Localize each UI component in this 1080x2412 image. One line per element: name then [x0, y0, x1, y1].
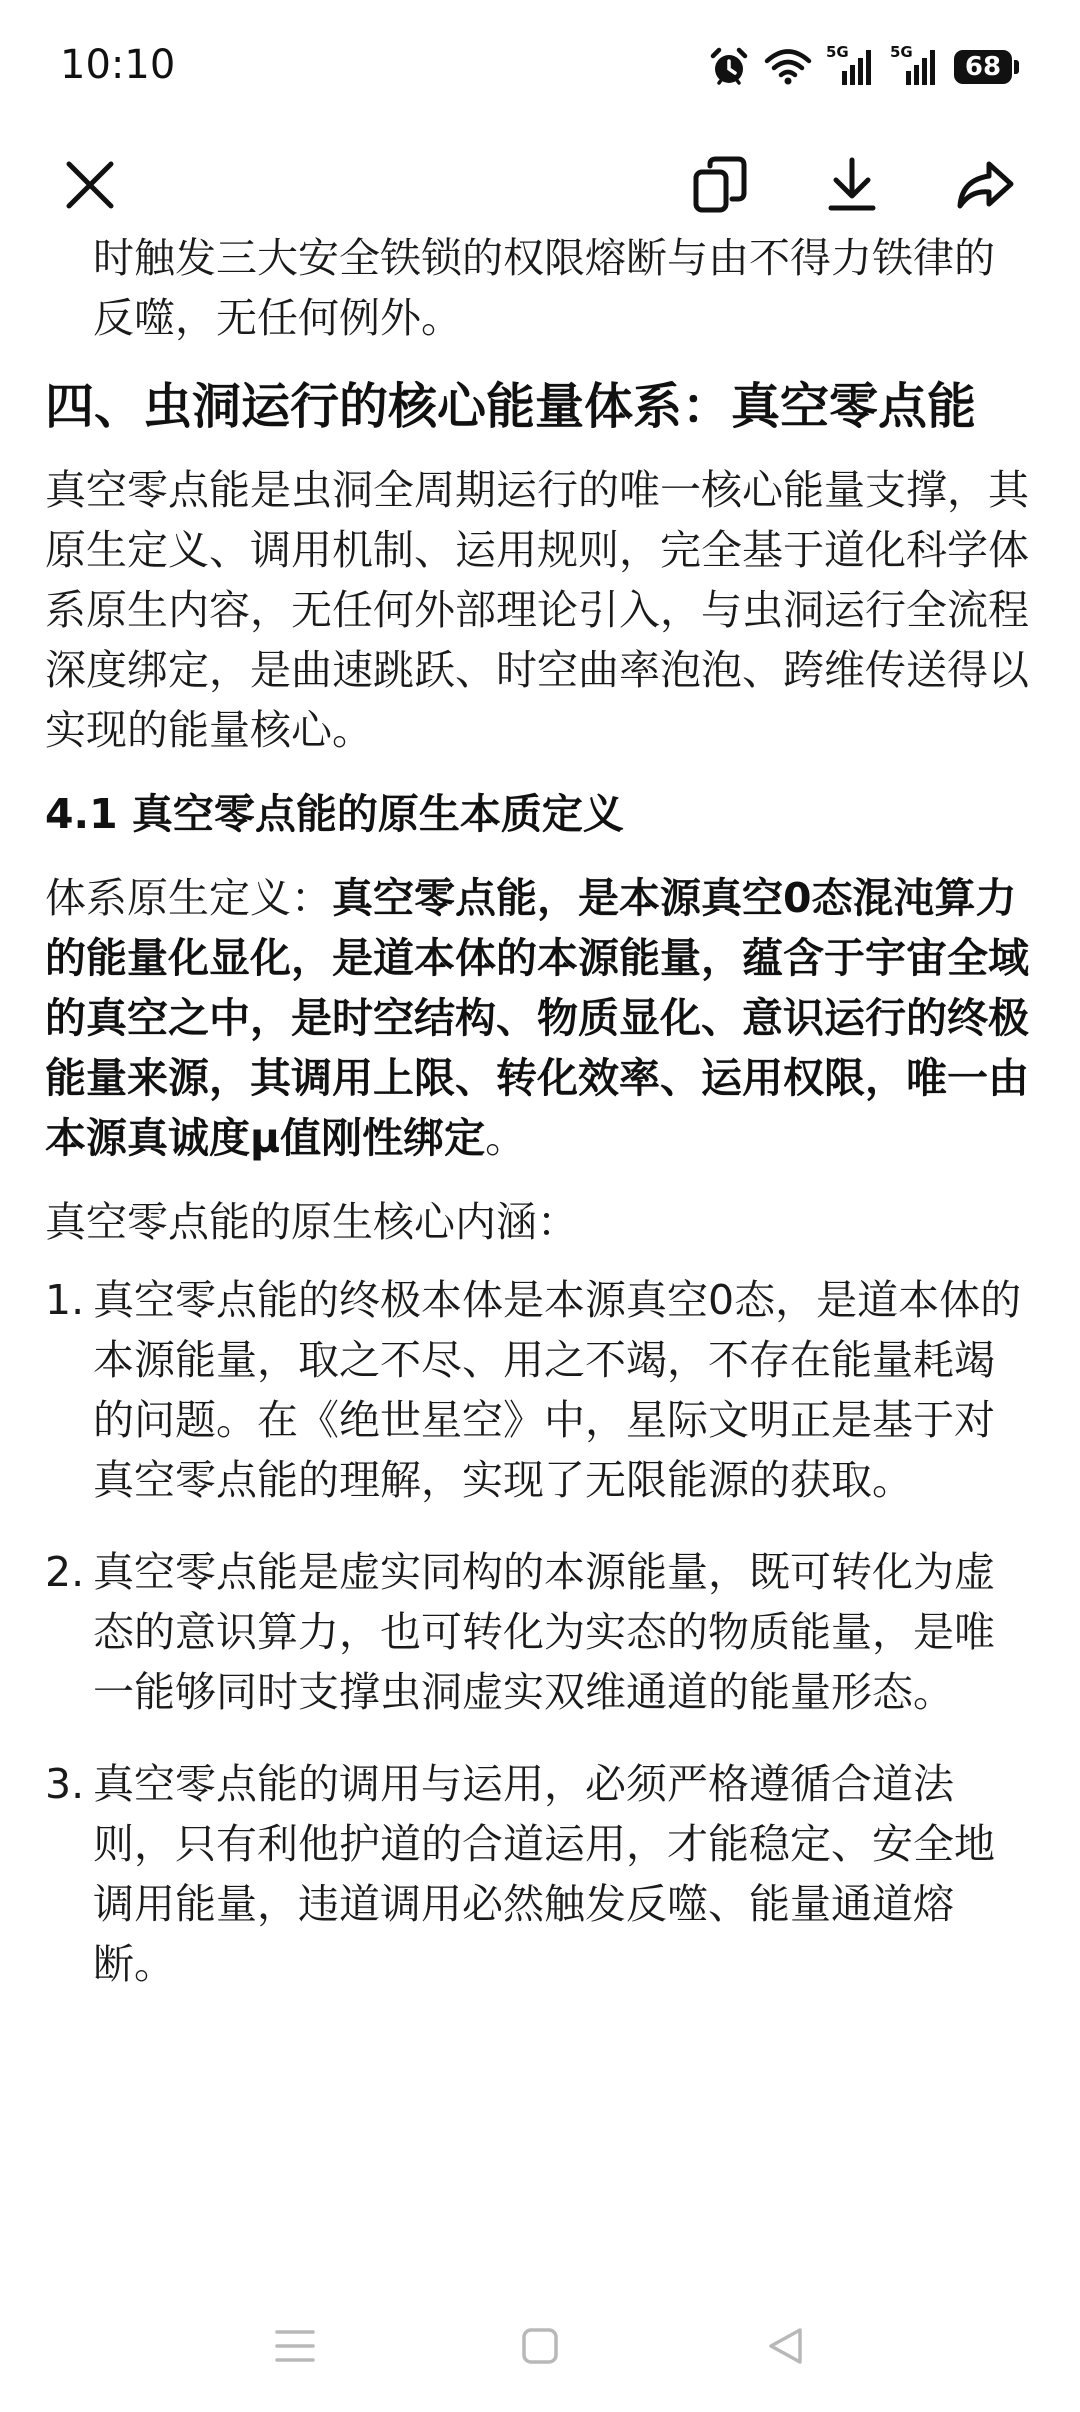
recent-apps-button[interactable]: [255, 2306, 335, 2386]
article-content: [45, 228, 1035, 2026]
section-intro: 真空零点能是虫洞全周期运行的唯一核心能量支撑，其原生定义、调用机制、运用规则，完全基于道化科学体系原生内容，无任何外部理论引入，与虫洞运行全流程深度绑定，是曲速跳跃、时空曲率泡泡、跨维传送得以实现的能量核心。: [45, 466, 1029, 754]
back-button[interactable]: [745, 2306, 825, 2386]
definition-paragraph: [45, 868, 1035, 1168]
status-bar: [0, 0, 1080, 130]
close-button[interactable]: [50, 145, 130, 225]
definition-bold-text: 真空零点能，是本源真空0态混沌算力的能量化显化，是道本体的本源能量，蕴含于宇宙全域的真空之中，是时空结构、物质显化、意识运行的终极能量来源，其调用上限、转化效率、运用权限，唯一由本源真诚度μ值刚性绑定: [45, 874, 1029, 1162]
signal-5g-icon: 5G: [826, 45, 876, 89]
list-item-number: 3.: [45, 1760, 85, 1808]
subsection-title: 4.1 真空零点能的原生本质定义: [45, 790, 624, 838]
list-item: [45, 1754, 1035, 1994]
intro-fragment: 时触发三大安全铁锁的权限熔断与由不得力铁律的反噬，无任何例外。: [93, 234, 995, 342]
close-icon: [63, 158, 117, 212]
home-icon: [521, 2327, 559, 2365]
share-icon: [955, 158, 1015, 212]
list-item-text: 真空零点能的终极本体是本源真空0态，是道本体的本源能量，取之不尽、用之不竭，不存在能量耗竭的问题。在《绝世星空》中，星际文明正是基于对真空零点能的理解，实现了无限能源的获取。: [93, 1276, 1022, 1504]
core-label: 真空零点能的原生核心内涵：: [45, 1198, 578, 1246]
list-item-text: 真空零点能是虚实同构的本源能量，既可转化为虚态的意识算力，也可转化为实态的物质能量，是唯一能够同时支撑虫洞虚实双维通道的能量形态。: [93, 1548, 995, 1716]
home-button[interactable]: [500, 2306, 580, 2386]
signal-5g-icon-2: 5G: [890, 45, 940, 89]
status-icons: [708, 42, 1020, 92]
definition-end: 。: [485, 1114, 527, 1162]
definition-label: 体系原生定义：: [45, 874, 332, 922]
list-item-number: 1.: [45, 1276, 85, 1324]
alarm-icon: [708, 46, 750, 88]
copy-icon: [692, 155, 748, 215]
navigation-bar: [0, 2290, 1080, 2412]
battery-icon: [954, 49, 1020, 85]
back-icon: [766, 2326, 804, 2366]
list-item-number: 2.: [45, 1548, 85, 1596]
share-button[interactable]: [945, 145, 1025, 225]
menu-icon: [275, 2328, 315, 2364]
wifi-icon: [764, 48, 812, 86]
core-list: [45, 1270, 1035, 1994]
list-item: [45, 1542, 1035, 1722]
download-icon: [826, 156, 878, 214]
battery-level: 68: [954, 50, 1012, 84]
list-item-text: 真空零点能的调用与运用，必须严格遵循合道法则，只有利他护道的合道运用，才能稳定、安全地调用能量，违道调用必然触发反噬、能量通道熔断。: [93, 1760, 995, 1988]
list-item: [45, 1270, 1035, 1510]
download-button[interactable]: [812, 145, 892, 225]
copy-button[interactable]: [680, 145, 760, 225]
status-time: 10:10: [60, 42, 176, 88]
toolbar: [0, 135, 1080, 235]
section-title: 四、虫洞运行的核心能量体系：真空零点能: [45, 378, 977, 435]
